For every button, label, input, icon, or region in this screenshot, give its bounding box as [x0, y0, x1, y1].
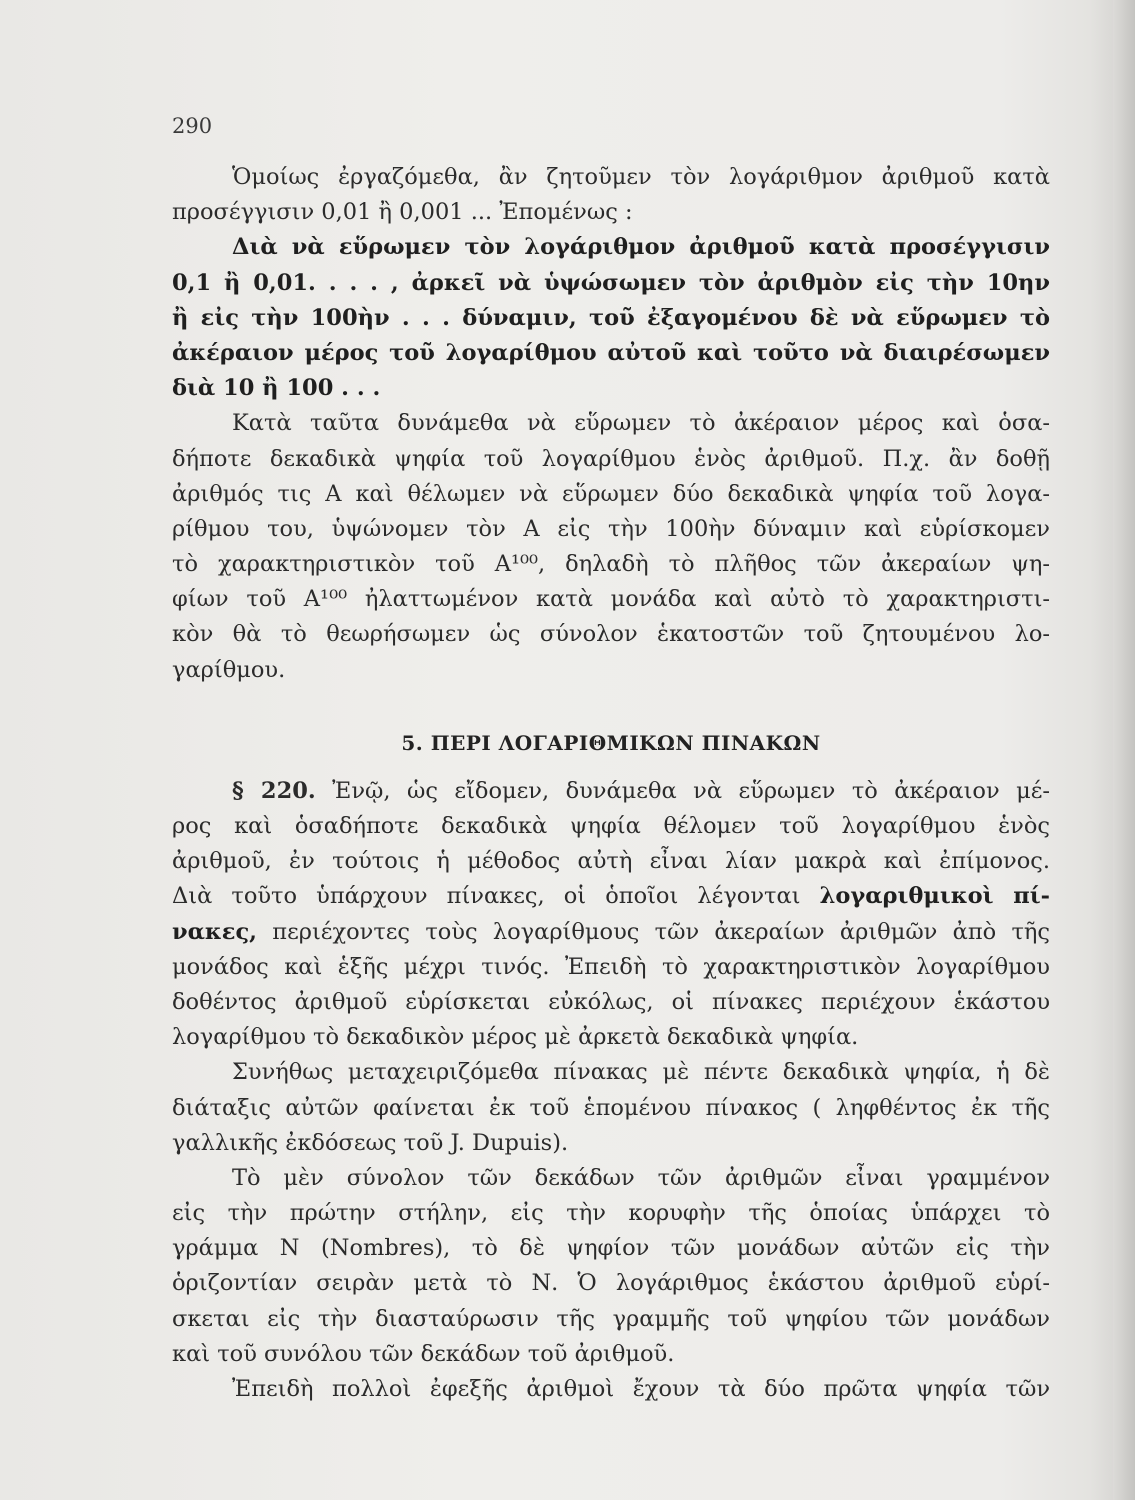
text-line: σκεται εἰς τὴν διασταύρωσιν τῆς γραμμῆς τοῦ ψηφίου τῶν μονάδων: [172, 1305, 1050, 1332]
section-heading: 5. ΠΕΡΙ ΛΟΓΑΡΙΘΜΙΚΩΝ ΠΙΝΑΚΩΝ: [401, 730, 821, 755]
text-line: λογαρίθμου τὸ δεκαδικὸν μέρος μὲ ἀρκετὰ δεκαδικὰ ψηφία.: [172, 1024, 859, 1051]
text-line: Ἐπειδὴ πολλοὶ ἐφεξῆς ἀριθμοὶ ἔχουν τὰ δύο πρῶτα ψηφία τῶν: [232, 1376, 1050, 1402]
text-line: [172, 915, 1050, 950]
text-line: δήποτε δεκαδικὰ ψηφία τοῦ λογαρίθμου ἑνὸς ἀριθμοῦ. Π.χ. ἂν δοθῇ: [172, 445, 1050, 472]
text-line: γράμμα Ν (Nombres), τὸ δὲ ψηφίον τῶν μονάδων αὐτῶν εἰς τὴν: [172, 1235, 1050, 1262]
text-line: [172, 879, 1050, 914]
text-line: καὶ τοῦ συνόλου τῶν δεκάδων τοῦ ἀριθμοῦ.: [172, 1340, 675, 1367]
page-number: 290: [172, 114, 213, 138]
text-line: Κατὰ ταῦτα δυνάμεθα νὰ εὕρωμεν τὸ ἀκέραιον μέρος καὶ ὁσα-: [232, 410, 1050, 437]
rule-line: διὰ 10 ἢ 100 . . .: [172, 375, 381, 402]
text-line: τὸ χαρακτηριστικὸν τοῦ Α¹⁰⁰, δηλαδὴ τὸ πλῆθος τῶν ἀκεραίων ψη-: [172, 551, 1050, 578]
text-fragment: Ἐνῷ, ὡς εἴδομεν, δυνάμεθα νὰ εὕρωμεν τὸ ἀκέραιον μέ-: [315, 777, 1050, 804]
text-line: μονάδος καὶ ἑξῆς μέχρι τινός. Ἐπειδὴ τὸ χαρακτηριστικὸν λογαρίθμου: [172, 953, 1050, 980]
rule-line: ἢ εἰς τὴν 100ὴν . . . δύναμιν, τοῦ ἐξαγομένου δὲ νὰ εὕρωμεν τὸ: [172, 304, 1050, 331]
text-line: ὁριζοντίαν σειρὰν μετὰ τὸ Ν. Ὁ λογάριθμος ἑκάστου ἀριθμοῦ εὑρί-: [172, 1270, 1050, 1297]
text-fragment: περιέχοντες τοὺς λογαρίθμους τῶν ἀκεραίων ἀριθμῶν ἀπὸ τῆς: [257, 918, 1050, 945]
page-edge-shadow: [1113, 0, 1135, 1500]
text-line: εἰς τὴν πρώτην στήλην, εἰς τὴν κορυφὴν τῆς ὁποίας ὑπάρχει τὸ: [172, 1200, 1050, 1227]
rule-line: Διὰ νὰ εὕρωμεν τὸν λογάριθμον ἀριθμοῦ κατὰ προσέγγισιν: [232, 234, 1050, 261]
text-line: ἀριθμός τις Α καὶ θέλωμεν νὰ εὕρωμεν δύο δεκαδικὰ ψηφία τοῦ λογα-: [172, 480, 1050, 507]
text-line: [172, 774, 1050, 809]
rule-line: ἀκέραιον μέρος τοῦ λογαρίθμου αὐτοῦ καὶ τοῦτο νὰ διαιρέσωμεν: [172, 339, 1050, 366]
text-line: διάταξις αὐτῶν φαίνεται ἐκ τοῦ ἑπομένου πίνακος ( ληφθέντος ἐκ τῆς: [172, 1094, 1050, 1121]
text-line: φίων τοῦ Α¹⁰⁰ ἠλαττωμένον κατὰ μονάδα καὶ αὐτὸ τὸ χαρακτηριστι-: [172, 586, 1050, 613]
text-line: Τὸ μὲν σύνολον τῶν δεκάδων τῶν ἀριθμῶν εἶναι γραμμένον: [232, 1164, 1050, 1191]
text-line: Ὁμοίως ἐργαζόμεθα, ἂν ζητοῦμεν τὸν λογάριθμον ἀριθμοῦ κατὰ: [232, 164, 1050, 190]
text-line: ρίθμου του, ὑψώνομεν τὸν Α εἰς τὴν 100ὴν δύναμιν καὶ εὑρίσκομεν: [172, 515, 1050, 542]
bold-term: νακες,: [172, 918, 258, 945]
section-number: § 220.: [232, 777, 316, 804]
text-line: ρος καὶ ὁσαδήποτε δεκαδικὰ ψηφία θέλομεν τοῦ λογαρίθμου ἑνὸς: [172, 813, 1050, 839]
text-line: Συνήθως μεταχειριζόμεθα πίνακας μὲ πέντε δεκαδικὰ ψηφία, ἡ δὲ: [232, 1059, 1050, 1086]
bold-term: λογαριθμικοὶ πί-: [819, 883, 1050, 910]
text-line: ἀριθμοῦ, ἐν τούτοις ἡ μέθοδος αὐτὴ εἶναι λίαν μακρὰ καὶ ἐπίμονος.: [172, 848, 1050, 875]
rule-line: 0,1 ἢ 0,01. . . . , ἀρκεῖ νὰ ὑψώσωμεν τὸν ἀριθμὸν εἰς τὴν 10ην: [172, 269, 1050, 296]
text-line: κὸν θὰ τὸ θεωρήσωμεν ὡς σύνολον ἑκατοστῶν τοῦ ζητουμένου λο-: [172, 621, 1050, 648]
text-line: προσέγγισιν 0,01 ἢ 0,001 ... Ἐπομένως :: [172, 199, 633, 226]
text-line: γαρίθμου.: [172, 656, 286, 683]
text-line: γαλλικῆς ἐκδόσεως τοῦ J. Dupuis).: [172, 1129, 569, 1156]
page-body: [172, 160, 1050, 1407]
text-fragment: Διὰ τοῦτο ὑπάρχουν πίνακες, οἱ ὁποῖοι λέγονται: [172, 883, 820, 910]
text-line: δοθέντος ἀριθμοῦ εὑρίσκεται εὐκόλως, οἱ πίνακες περιέχουν ἑκάστου: [172, 988, 1050, 1015]
